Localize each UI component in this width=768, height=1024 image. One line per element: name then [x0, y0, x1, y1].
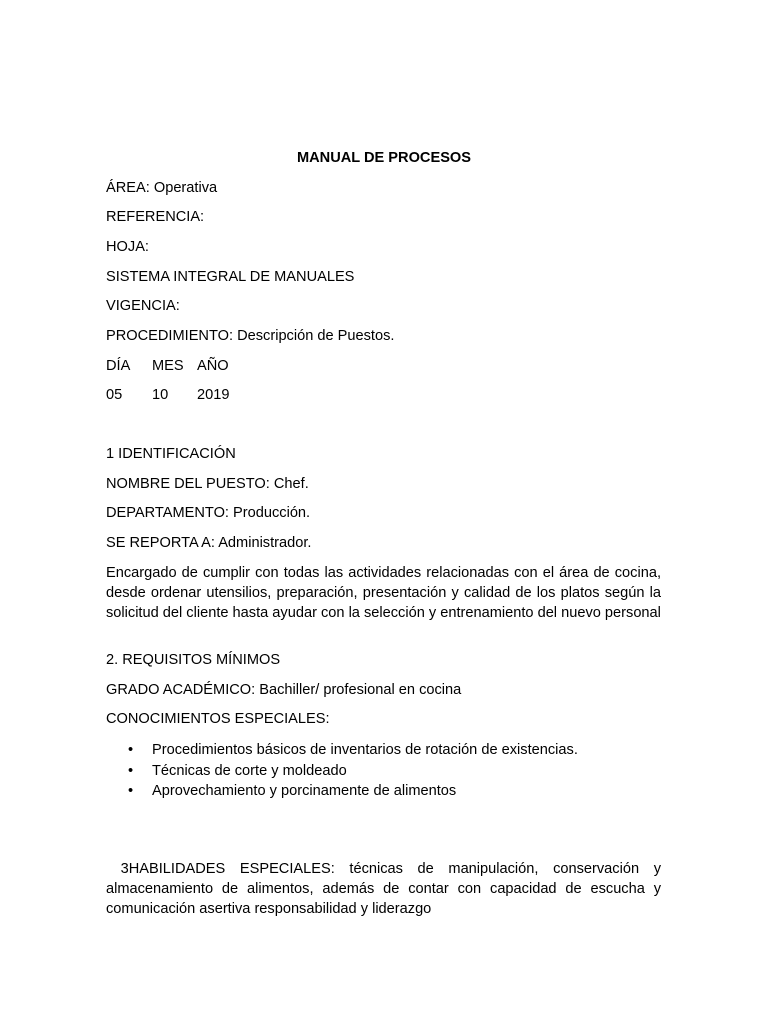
reporta-line: SE REPORTA A: Administrador.	[106, 535, 312, 551]
job-description: Encargado de cumplir con todas las actividades relacionadas con el área de cocina, desde ordenar utensilios, preparación, presentación y calidad de los platos según la solicitud del cliente hasta ayudar con la selección y entrenamiento del nuevo personal	[106, 565, 661, 621]
section3-paragraph: 3HABILIDADES ESPECIALES: técnicas de manipulación, conservación y almacenamiento de alimentos, además de contar con capacidad de escucha y comunicación asertiva responsabilidad y liderazgo	[106, 861, 666, 917]
section1-heading: 1 IDENTIFICACIÓN	[106, 446, 236, 462]
puesto-line: NOMBRE DEL PUESTO: Chef.	[106, 476, 309, 492]
list-item	[106, 740, 666, 761]
date-value-day: 05	[106, 387, 123, 403]
bullet-icon: •	[128, 742, 134, 758]
date-header-year: AÑO	[197, 358, 229, 374]
hoja-line: HOJA:	[106, 239, 149, 255]
sistema-line: SISTEMA INTEGRAL DE MANUALES	[106, 269, 355, 285]
referencia-line: REFERENCIA:	[106, 209, 205, 225]
date-header-month: MES	[152, 358, 184, 374]
list-item-text: Procedimientos básicos de inventarios de rotación de existencias.	[152, 742, 578, 758]
list-item	[106, 781, 666, 802]
list-item-text: Técnicas de corte y moldeado	[152, 762, 347, 779]
departamento-line: DEPARTAMENTO: Producción.	[106, 505, 311, 521]
bullet-icon: •	[128, 783, 134, 799]
section2-heading: 2. REQUISITOS MÍNIMOS	[106, 652, 281, 668]
date-value-month: 10	[152, 387, 169, 403]
knowledge-list	[106, 740, 666, 802]
area-line: ÁREA: Operativa	[106, 180, 218, 196]
date-header-day: DÍA	[106, 358, 131, 374]
grado-line: GRADO ACADÉMICO: Bachiller/ profesional en cocina	[106, 682, 462, 698]
bullet-icon: •	[128, 762, 134, 779]
vigencia-line: VIGENCIA:	[106, 298, 180, 314]
conocimientos-line: CONOCIMIENTOS ESPECIALES:	[106, 711, 330, 727]
date-value-year: 2019	[197, 387, 230, 403]
list-item-text: Aprovechamiento y porcinamente de alimentos	[152, 783, 457, 799]
list-item	[106, 761, 666, 782]
document-title: MANUAL DE PROCESOS	[296, 150, 472, 166]
procedimiento-line: PROCEDIMIENTO: Descripción de Puestos.	[106, 328, 395, 344]
